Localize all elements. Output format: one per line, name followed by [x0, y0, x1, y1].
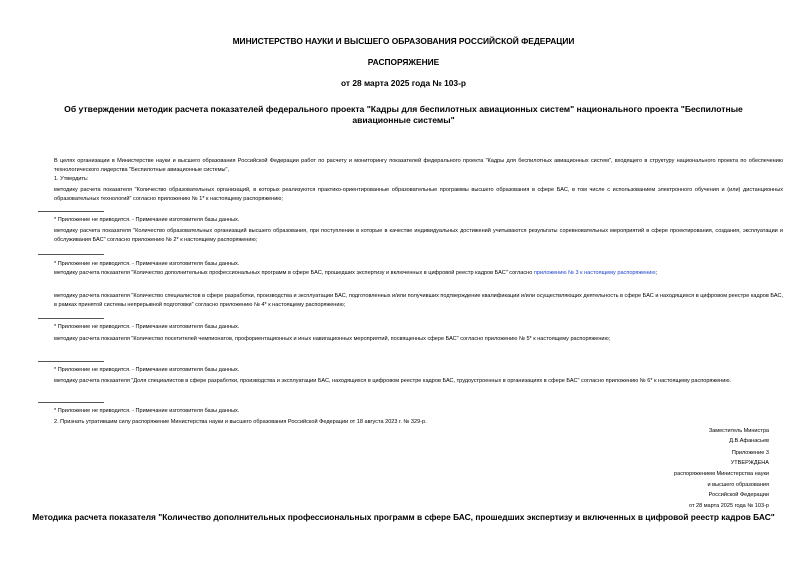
ministry-heading: МИНИСТЕРСТВО НАУКИ И ВЫСШЕГО ОБРАЗОВАНИЯ РОССИЙСКОЙ ФЕДЕРАЦИИ	[232, 36, 575, 46]
footnote-1: * Приложение не приводится. - Примечание изготовителя базы данных.	[54, 217, 240, 223]
appendix-title: Методика расчета показателя "Количество дополнительных профессиональных программ в сфере БАС, прошедших экспертизу и включенных в цифровой реестр кадров БАС"	[32, 512, 775, 522]
method-3-text: методику расчета показателя "Количество дополнительных профессиональных программ в сфере БАС, прошедших экспертизу и включенных в цифровой реестр кадров БАС" согласно	[54, 270, 534, 276]
method-3-end: ;	[655, 270, 658, 276]
appendix-approved: УТВЕРЖДЕНА	[730, 460, 769, 466]
method-2: методику расчета показателя "Количество образовательных организаций высшего образования, при поступлении в которые в качестве индивидуальных достижений учитываются результаты соревновательных мероприятий в сфере проектирования, создания, эксплуатации и обслуживания БАС" согласно приложению № 2* к настоящему распоряжению;	[54, 228, 783, 243]
method-1: методику расчета показателя "Количество образовательных организаций, в которых реализуются практико-ориентированные образовательные программы высшего образования в сфере БАС, в том числе с использованием электронного обучения и (или) дистанционных образовательных технологий" согласно приложению № 1* к настоящему распоряжению;	[54, 187, 783, 202]
footnote-divider	[38, 254, 104, 255]
appendix-approval-line-1: распоряжением Министерства науки	[674, 471, 769, 477]
appendix-approval-line-2: и высшего образования	[707, 482, 769, 488]
item-2: 2. Признать утратившим силу распоряжение Министерства науки и высшего образования Российской Федерации от 18 августа 2023 г. № 329-р.	[54, 419, 427, 425]
footnote-divider	[38, 402, 104, 403]
footnote-4: * Приложение не приводится. - Примечание изготовителя базы данных.	[54, 324, 240, 330]
method-4: методику расчета показателя "Количество специалистов в сфере разработки, производства и эксплуатации БАС, подготовленных и/или получивших подтверждение квалификации и/или осуществляющих деятельность в сфере БАС и находящихся в цифровом реестре кадров БАС, в рамках принятой системы непрерывной подготовки" согласно приложению № 4* к настоящему распоряжению;	[54, 293, 783, 308]
footnote-6: * Приложение не приводится. - Примечание изготовителя базы данных.	[54, 408, 240, 414]
footnote-5: * Приложение не приводится. - Примечание изготовителя базы данных.	[54, 367, 240, 373]
method-5: методику расчета показателя "Количество посетителей чемпионатов, профориентационных и иных навигационных мероприятий, посвященных сфере БАС" согласно приложению № 5* к настоящему распоряжению;	[54, 336, 611, 342]
document-date-number: от 28 марта 2025 года № 103-р	[341, 78, 466, 88]
method-6: методику расчета показателя "Доля специалистов в сфере разработки, производства и эксплуатации БАС, находящихся в цифровом реестре кадров БАС, трудоустроенных в организациях в сфере БАС" согласно приложению № 6* к настоящему распоряжению.	[54, 378, 732, 384]
appendix-label: Приложение 3	[731, 450, 769, 456]
footnote-divider	[38, 318, 104, 319]
signature-position: Заместитель Министра	[708, 428, 769, 434]
appendix-approval-line-4: от 28 марта 2025 года № 103-р	[688, 503, 769, 509]
document-title: Об утверждении методик расчета показателей федерального проекта "Кадры для беспилотных авиационных систем" национального проекта "Беспилотные авиационные системы"	[64, 104, 743, 125]
appendix-3-link[interactable]: приложению № 3 к настоящему распоряжению	[533, 270, 656, 276]
method-3	[38, 269, 783, 278]
footnote-divider	[38, 211, 104, 212]
appendix-approval-line-3: Российской Федерации	[708, 492, 769, 498]
intro-paragraph: В целях организации в Министерстве науки и высшего образования Российской Федерации работ по расчету и мониторингу показателей федерального проекта "Кадры для беспилотных авиационных систем", входящего в структуру национального проекта по обеспечению технологического лидерства "Беспилотные авиационные системы",	[54, 158, 783, 173]
signature-name: Д.В.Афанасьев	[729, 438, 769, 444]
document-type: РАСПОРЯЖЕНИЕ	[367, 57, 440, 67]
footnote-2: * Приложение не приводится. - Примечание изготовителя базы данных.	[54, 261, 240, 267]
footnote-divider	[38, 361, 104, 362]
item-1: 1. Утвердить:	[54, 176, 89, 182]
